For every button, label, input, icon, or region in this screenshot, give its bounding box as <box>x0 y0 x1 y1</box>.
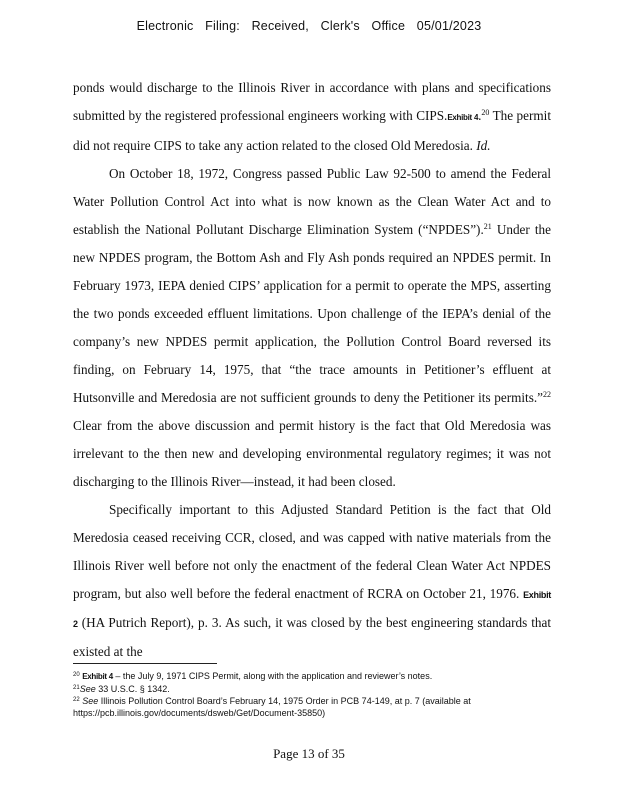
page-number: Page 13 of 35 <box>273 746 345 761</box>
footnotes <box>73 670 551 719</box>
footnote-ref-20: 20 <box>481 108 490 117</box>
footnote-divider <box>73 663 217 664</box>
p2-text-c: Clear from the above discussion and permit history is the fact that Old Meredosia was irrelevant to the then new and developing environmental regulatory regimes; it was not discharging to the Illinois River—instead, it had been closed. <box>73 418 551 489</box>
paragraph-2 <box>73 160 551 496</box>
paragraph-1 <box>73 74 551 160</box>
id-citation: Id. <box>476 138 491 153</box>
filing-header: Electronic Filing: Received, Clerk's Office 05/01/2023 <box>136 19 482 33</box>
footnote-text: 33 U.S.C. § 1342. <box>95 684 170 694</box>
p1-text-c: The permit did not require CIPS to take any action related to the closed Old Meredosia. <box>73 108 551 153</box>
p3-text-a: Specifically important to this Adjusted Standard Petition is the fact that Old Meredosia ceased receiving CCR, closed, and was capped with native materials from the Illinois River well before not only the enactment of the federal Clean Water Act NPDES program, but also well before the federal enactment of RCRA on October 21, 1976. <box>73 502 551 601</box>
p1-text-b: . <box>478 108 482 123</box>
footnote-text: Illinois Pollution Control Board’s February 14, 1975 Order in PCB 74-149, at p. 7 (available at <box>98 696 471 706</box>
footnote-ref-22: 22 <box>543 390 551 399</box>
footnote-20 <box>73 670 551 683</box>
footnote-number: 22 <box>73 697 80 703</box>
footnote-22-url[interactable]: https://pcb.illinois.gov/documents/dsweb/Get/Document-35850) <box>73 708 326 718</box>
body-text <box>73 74 551 666</box>
p2-text-a: On October 18, 1972, Congress passed Public Law 92-500 to amend the Federal Water Pollution Control Act into what is now known as the Clean Water Act and to establish the National Pollutant Discharge Elimination System (“NPDES”). <box>73 166 551 237</box>
p2-text-b: Under the new NPDES program, the Bottom Ash and Fly Ash ponds required an NPDES permit. In February 1973, IEPA denied CIPS’ application for a permit to operate the MPS, asserting the two ponds exceeded effluent limitations. Upon challenge of the IEPA’s denial of the company’s new NPDES permit application, the Pollution Control Board reversed its finding, on February 14, 1975, that “the trace amounts in Petitioner’s effluent at Hutsonville and Meredosia are not sufficient grounds to deny the Petitioner its permits.” <box>73 222 551 405</box>
exhibit-4-ref: Exhibit 4 <box>447 113 479 122</box>
footnote-21 <box>73 683 551 695</box>
p3-text-b: (HA Putrich Report), p. 3. As such, it was closed by the best engineering standards that existed at the <box>73 615 551 659</box>
paragraph-3 <box>73 496 551 666</box>
see-signal: See <box>79 684 96 694</box>
p1-text-a: ponds would discharge to the Illinois River in accordance with plans and specifications submitted by the registered professional engineers working with CIPS. <box>73 80 551 123</box>
footnote-text: – the July 9, 1971 CIPS Permit, along with the application and reviewer’s notes. <box>112 671 433 681</box>
exhibit-4-ref: Exhibit 4 <box>82 672 113 681</box>
footnote-number: 21 <box>73 685 80 691</box>
footnote-number: 20 <box>73 672 80 678</box>
footnote-ref-21: 21 <box>483 222 492 231</box>
exhibit-2-ref: Exhibit 2 <box>73 590 551 629</box>
see-signal: See <box>82 696 99 706</box>
footnote-22 <box>73 695 551 707</box>
